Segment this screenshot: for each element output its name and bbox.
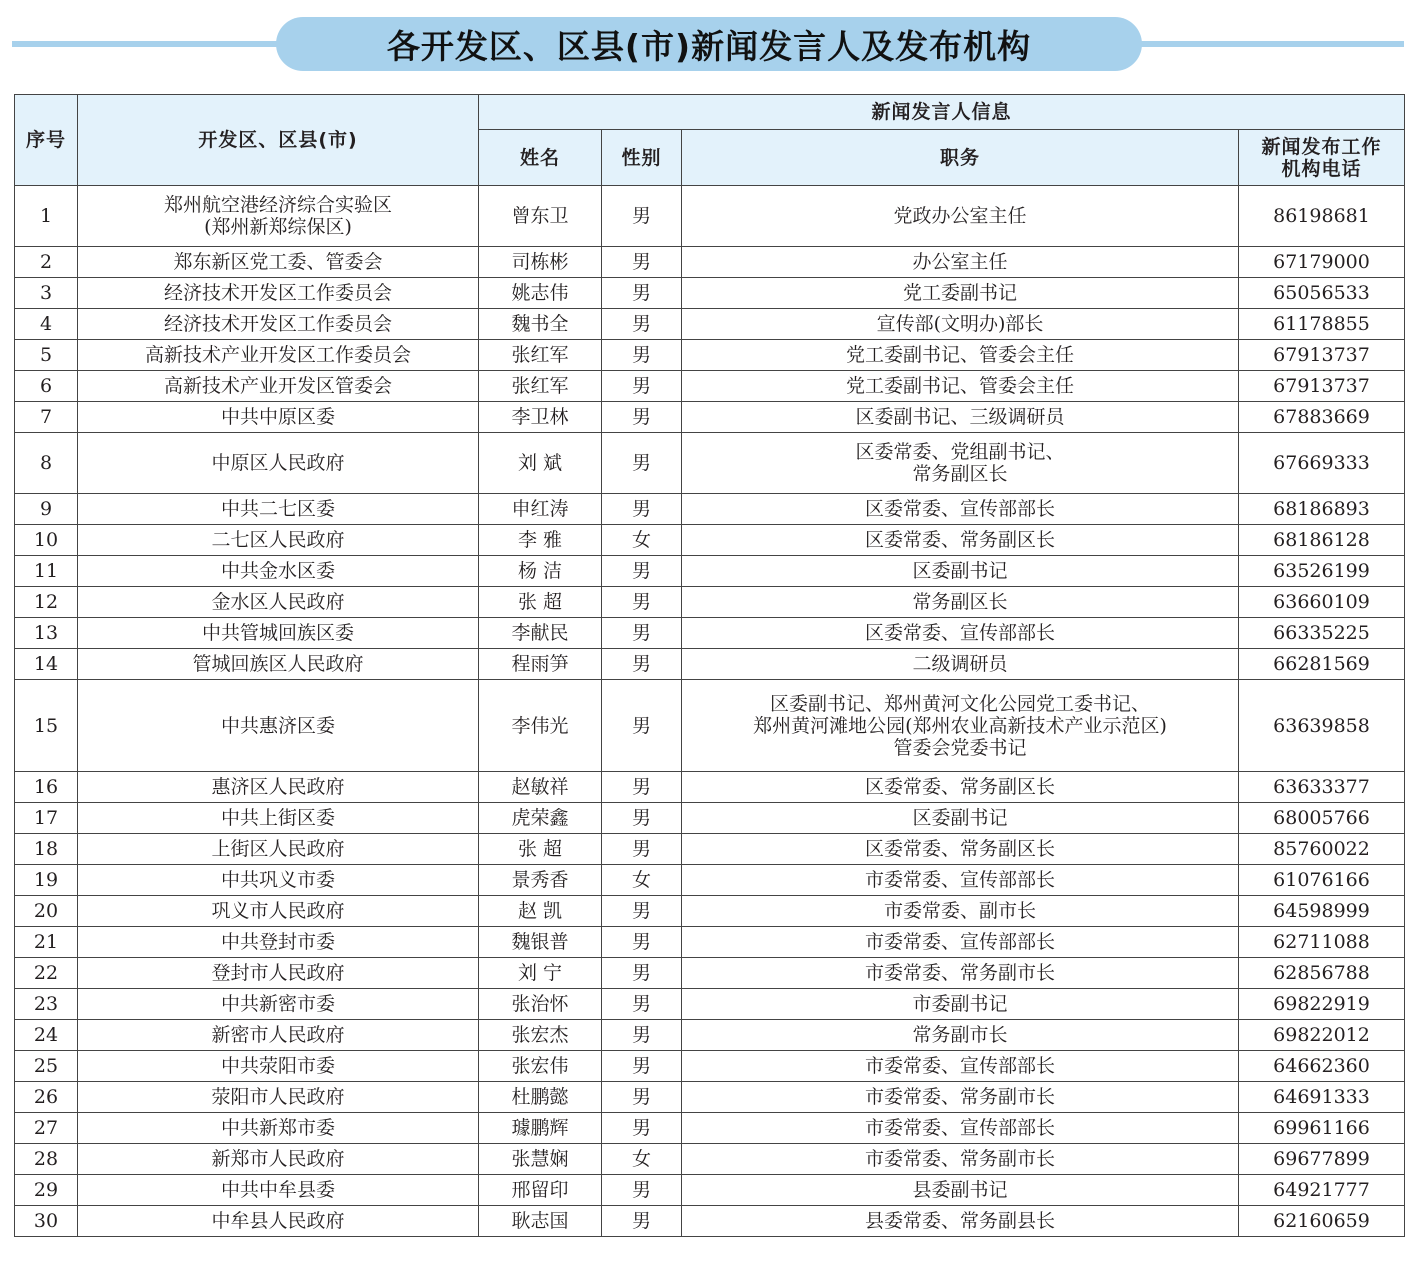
header-phone: 新闻发布工作 机构电话	[1239, 130, 1405, 186]
table-row	[15, 865, 1405, 896]
cell-gender: 女	[602, 525, 682, 556]
table-row	[15, 618, 1405, 649]
cell-position: 县委副书记	[682, 1175, 1239, 1206]
cell-name: 李 雅	[479, 525, 602, 556]
cell-name: 张宏伟	[479, 1051, 602, 1082]
table-row	[15, 989, 1405, 1020]
cell-index: 28	[15, 1144, 78, 1175]
cell-position: 党工委副书记	[682, 278, 1239, 309]
cell-position: 市委常委、副市长	[682, 896, 1239, 927]
cell-position: 市委常委、常务副市长	[682, 958, 1239, 989]
cell-position: 党工委副书记、管委会主任	[682, 340, 1239, 371]
cell-gender: 男	[602, 896, 682, 927]
cell-gender: 男	[602, 494, 682, 525]
cell-name: 魏银普	[479, 927, 602, 958]
cell-district: 中共中原区委	[78, 402, 479, 433]
table-row	[15, 1113, 1405, 1144]
cell-index: 20	[15, 896, 78, 927]
cell-position: 区委常委、宣传部部长	[682, 494, 1239, 525]
cell-gender: 男	[602, 371, 682, 402]
cell-phone: 63639858	[1239, 680, 1405, 772]
cell-district: 荥阳市人民政府	[78, 1082, 479, 1113]
table-row	[15, 1082, 1405, 1113]
cell-gender: 男	[602, 618, 682, 649]
cell-district: 中共管城回族区委	[78, 618, 479, 649]
cell-district: 巩义市人民政府	[78, 896, 479, 927]
cell-name: 刘 宁	[479, 958, 602, 989]
cell-gender: 男	[602, 803, 682, 834]
cell-district: 经济技术开发区工作委员会	[78, 278, 479, 309]
cell-position: 市委常委、宣传部部长	[682, 927, 1239, 958]
cell-phone: 67669333	[1239, 433, 1405, 494]
cell-gender: 男	[602, 1175, 682, 1206]
table-row	[15, 340, 1405, 371]
cell-position: 县委常委、常务副县长	[682, 1206, 1239, 1237]
cell-gender: 男	[602, 1051, 682, 1082]
cell-index: 27	[15, 1113, 78, 1144]
cell-phone: 64662360	[1239, 1051, 1405, 1082]
header-index: 序号	[15, 95, 78, 186]
table-row	[15, 1051, 1405, 1082]
cell-name: 杨 洁	[479, 556, 602, 587]
cell-district: 中共上街区委	[78, 803, 479, 834]
cell-position: 常务副区长	[682, 587, 1239, 618]
cell-name: 李献民	[479, 618, 602, 649]
cell-district: 上街区人民政府	[78, 834, 479, 865]
table-row	[15, 309, 1405, 340]
cell-index: 24	[15, 1020, 78, 1051]
cell-gender: 男	[602, 340, 682, 371]
cell-district: 中共惠济区委	[78, 680, 479, 772]
cell-name: 璩鹏辉	[479, 1113, 602, 1144]
table-row	[15, 186, 1405, 247]
cell-index: 1	[15, 186, 78, 247]
cell-index: 4	[15, 309, 78, 340]
cell-district: 高新技术产业开发区工作委员会	[78, 340, 479, 371]
cell-position: 区委副书记	[682, 556, 1239, 587]
table-row	[15, 1020, 1405, 1051]
cell-phone: 65056533	[1239, 278, 1405, 309]
table-row	[15, 896, 1405, 927]
cell-index: 16	[15, 772, 78, 803]
cell-gender: 男	[602, 1020, 682, 1051]
cell-gender: 女	[602, 865, 682, 896]
cell-district: 新郑市人民政府	[78, 1144, 479, 1175]
cell-phone: 64598999	[1239, 896, 1405, 927]
cell-district: 郑州航空港经济综合实验区 (郑州新郑综保区)	[78, 186, 479, 247]
cell-index: 9	[15, 494, 78, 525]
cell-name: 姚志伟	[479, 278, 602, 309]
cell-position: 市委常委、常务副市长	[682, 1144, 1239, 1175]
cell-phone: 62856788	[1239, 958, 1405, 989]
cell-gender: 男	[602, 309, 682, 340]
cell-name: 杜鹏懿	[479, 1082, 602, 1113]
cell-gender: 女	[602, 1144, 682, 1175]
cell-gender: 男	[602, 1206, 682, 1237]
table-row	[15, 1144, 1405, 1175]
cell-district: 中共金水区委	[78, 556, 479, 587]
cell-index: 29	[15, 1175, 78, 1206]
table-row	[15, 649, 1405, 680]
cell-phone: 61076166	[1239, 865, 1405, 896]
table-row	[15, 772, 1405, 803]
cell-position: 二级调研员	[682, 649, 1239, 680]
cell-name: 邢留印	[479, 1175, 602, 1206]
table-row	[15, 1206, 1405, 1237]
cell-phone: 69822919	[1239, 989, 1405, 1020]
cell-name: 张宏杰	[479, 1020, 602, 1051]
table-row	[15, 494, 1405, 525]
cell-name: 曾东卫	[479, 186, 602, 247]
cell-phone: 64691333	[1239, 1082, 1405, 1113]
spokesperson-table	[14, 94, 1405, 1237]
cell-index: 10	[15, 525, 78, 556]
cell-position: 区委常委、宣传部部长	[682, 618, 1239, 649]
cell-district: 金水区人民政府	[78, 587, 479, 618]
cell-phone: 66335225	[1239, 618, 1405, 649]
cell-name: 赵 凯	[479, 896, 602, 927]
cell-phone: 68005766	[1239, 803, 1405, 834]
cell-phone: 62160659	[1239, 1206, 1405, 1237]
cell-gender: 男	[602, 587, 682, 618]
cell-index: 22	[15, 958, 78, 989]
cell-gender: 男	[602, 958, 682, 989]
cell-district: 登封市人民政府	[78, 958, 479, 989]
cell-district: 二七区人民政府	[78, 525, 479, 556]
cell-gender: 男	[602, 433, 682, 494]
cell-phone: 69961166	[1239, 1113, 1405, 1144]
cell-index: 23	[15, 989, 78, 1020]
cell-phone: 62711088	[1239, 927, 1405, 958]
cell-gender: 男	[602, 278, 682, 309]
cell-district: 中共荥阳市委	[78, 1051, 479, 1082]
cell-gender: 男	[602, 927, 682, 958]
cell-phone: 63660109	[1239, 587, 1405, 618]
cell-name: 李卫林	[479, 402, 602, 433]
cell-district: 新密市人民政府	[78, 1020, 479, 1051]
cell-index: 6	[15, 371, 78, 402]
cell-position: 市委常委、宣传部部长	[682, 865, 1239, 896]
cell-index: 26	[15, 1082, 78, 1113]
cell-phone: 68186128	[1239, 525, 1405, 556]
cell-district: 惠济区人民政府	[78, 772, 479, 803]
cell-index: 3	[15, 278, 78, 309]
cell-name: 赵敏祥	[479, 772, 602, 803]
cell-position: 市委常委、宣传部部长	[682, 1051, 1239, 1082]
cell-gender: 男	[602, 1082, 682, 1113]
cell-gender: 男	[602, 680, 682, 772]
table-row	[15, 834, 1405, 865]
table-row	[15, 803, 1405, 834]
cell-index: 13	[15, 618, 78, 649]
cell-gender: 男	[602, 186, 682, 247]
cell-name: 耿志国	[479, 1206, 602, 1237]
table-row	[15, 525, 1405, 556]
cell-gender: 男	[602, 989, 682, 1020]
cell-district: 管城回族区人民政府	[78, 649, 479, 680]
title-rule-left	[12, 41, 282, 47]
cell-index: 15	[15, 680, 78, 772]
title-rule-right	[1136, 41, 1404, 47]
header-district: 开发区、区县(市)	[78, 95, 479, 186]
cell-name: 张慧娴	[479, 1144, 602, 1175]
cell-district: 中共新密市委	[78, 989, 479, 1020]
cell-index: 8	[15, 433, 78, 494]
cell-district: 郑东新区党工委、管委会	[78, 247, 479, 278]
cell-position: 区委常委、常务副区长	[682, 525, 1239, 556]
cell-phone: 67913737	[1239, 340, 1405, 371]
cell-gender: 男	[602, 772, 682, 803]
cell-phone: 64921777	[1239, 1175, 1405, 1206]
cell-position: 区委常委、常务副区长	[682, 772, 1239, 803]
cell-index: 14	[15, 649, 78, 680]
cell-position: 市委常委、常务副市长	[682, 1082, 1239, 1113]
table-row	[15, 958, 1405, 989]
header-name: 姓名	[479, 130, 602, 186]
cell-phone: 69822012	[1239, 1020, 1405, 1051]
cell-position: 区委副书记	[682, 803, 1239, 834]
cell-gender: 男	[602, 402, 682, 433]
cell-position: 宣传部(文明办)部长	[682, 309, 1239, 340]
cell-phone: 63526199	[1239, 556, 1405, 587]
cell-index: 30	[15, 1206, 78, 1237]
cell-phone: 67913737	[1239, 371, 1405, 402]
table-row	[15, 247, 1405, 278]
cell-name: 张红军	[479, 340, 602, 371]
cell-index: 25	[15, 1051, 78, 1082]
table-row	[15, 402, 1405, 433]
cell-index: 17	[15, 803, 78, 834]
header-row-primary	[15, 95, 1405, 130]
cell-name: 司栋彬	[479, 247, 602, 278]
cell-gender: 男	[602, 834, 682, 865]
table-row	[15, 587, 1405, 618]
cell-index: 11	[15, 556, 78, 587]
cell-gender: 男	[602, 556, 682, 587]
header-spokesperson-group: 新闻发言人信息	[479, 95, 1405, 130]
cell-gender: 男	[602, 1113, 682, 1144]
cell-position: 党政办公室主任	[682, 186, 1239, 247]
cell-phone: 61178855	[1239, 309, 1405, 340]
table-row	[15, 556, 1405, 587]
cell-name: 虎荣鑫	[479, 803, 602, 834]
cell-phone: 66281569	[1239, 649, 1405, 680]
cell-name: 刘 斌	[479, 433, 602, 494]
cell-phone: 63633377	[1239, 772, 1405, 803]
cell-position: 区委常委、常务副区长	[682, 834, 1239, 865]
cell-position: 办公室主任	[682, 247, 1239, 278]
cell-position: 常务副市长	[682, 1020, 1239, 1051]
cell-district: 中共二七区委	[78, 494, 479, 525]
cell-name: 张 超	[479, 834, 602, 865]
page-title: 各开发区、区县(市)新闻发言人及发布机构	[386, 26, 1032, 66]
cell-index: 19	[15, 865, 78, 896]
cell-phone: 86198681	[1239, 186, 1405, 247]
cell-name: 魏书全	[479, 309, 602, 340]
cell-position: 区委副书记、三级调研员	[682, 402, 1239, 433]
cell-name: 张红军	[479, 371, 602, 402]
cell-district: 中共登封市委	[78, 927, 479, 958]
title-banner	[276, 17, 1142, 71]
cell-name: 张 超	[479, 587, 602, 618]
header-position: 职务	[682, 130, 1239, 186]
cell-district: 高新技术产业开发区管委会	[78, 371, 479, 402]
cell-index: 21	[15, 927, 78, 958]
cell-district: 中牟县人民政府	[78, 1206, 479, 1237]
cell-index: 7	[15, 402, 78, 433]
cell-district: 中共新郑市委	[78, 1113, 479, 1144]
cell-district: 中共中牟县委	[78, 1175, 479, 1206]
table-row	[15, 680, 1405, 772]
cell-name: 程雨笋	[479, 649, 602, 680]
table-row	[15, 371, 1405, 402]
cell-phone: 85760022	[1239, 834, 1405, 865]
cell-gender: 男	[602, 247, 682, 278]
cell-index: 5	[15, 340, 78, 371]
cell-phone: 67883669	[1239, 402, 1405, 433]
cell-position: 市委常委、宣传部部长	[682, 1113, 1239, 1144]
cell-index: 18	[15, 834, 78, 865]
table-row	[15, 927, 1405, 958]
cell-position: 区委常委、党组副书记、 常务副区长	[682, 433, 1239, 494]
cell-phone: 69677899	[1239, 1144, 1405, 1175]
cell-position: 党工委副书记、管委会主任	[682, 371, 1239, 402]
cell-index: 12	[15, 587, 78, 618]
cell-district: 中原区人民政府	[78, 433, 479, 494]
cell-phone: 67179000	[1239, 247, 1405, 278]
cell-name: 张治怀	[479, 989, 602, 1020]
cell-name: 申红涛	[479, 494, 602, 525]
table-body	[15, 186, 1405, 1237]
cell-name: 李伟光	[479, 680, 602, 772]
table-row	[15, 1175, 1405, 1206]
cell-phone: 68186893	[1239, 494, 1405, 525]
header-gender: 性别	[602, 130, 682, 186]
cell-position: 区委副书记、郑州黄河文化公园党工委书记、 郑州黄河滩地公园(郑州农业高新技术产业示范区) 管委会党委书记	[682, 680, 1239, 772]
table-row	[15, 278, 1405, 309]
cell-index: 2	[15, 247, 78, 278]
cell-district: 经济技术开发区工作委员会	[78, 309, 479, 340]
cell-position: 市委副书记	[682, 989, 1239, 1020]
cell-name: 景秀香	[479, 865, 602, 896]
cell-district: 中共巩义市委	[78, 865, 479, 896]
table-row	[15, 433, 1405, 494]
cell-gender: 男	[602, 649, 682, 680]
